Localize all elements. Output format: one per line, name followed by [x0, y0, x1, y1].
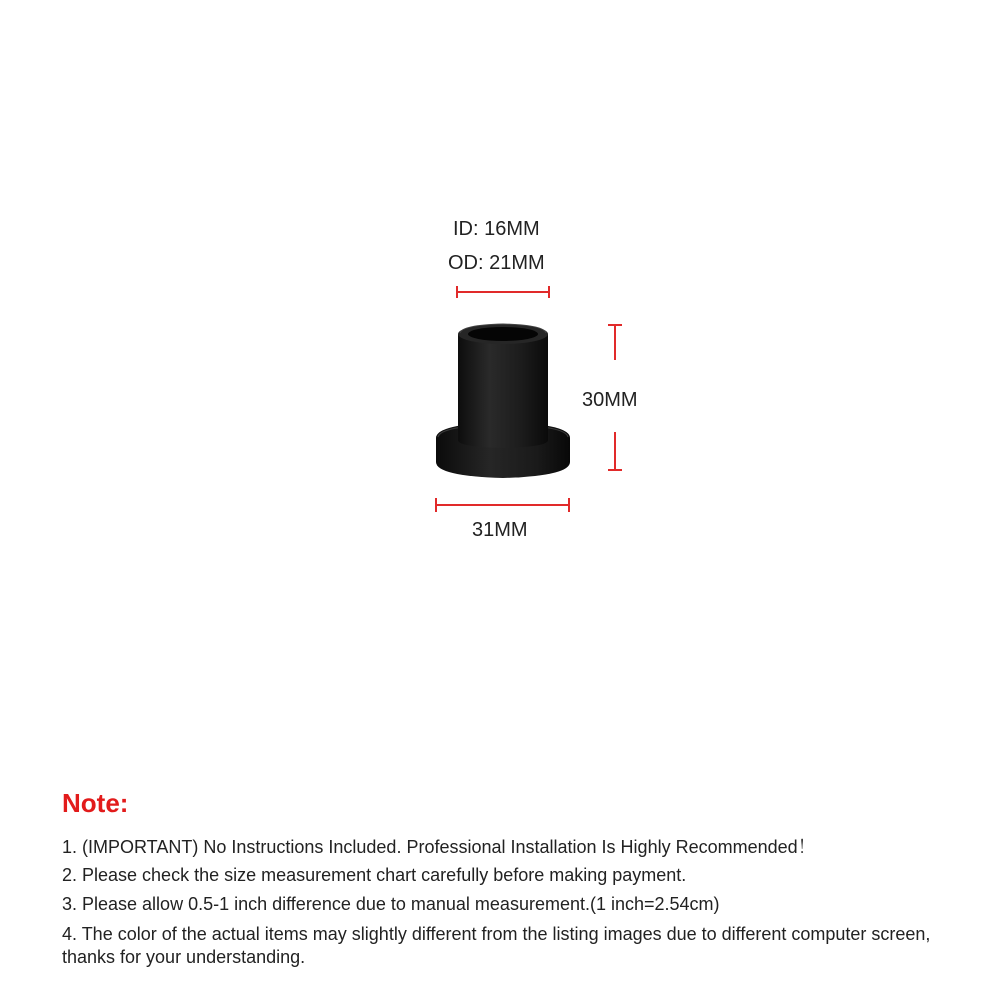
height-label: 30MM	[582, 389, 638, 411]
flanged-bushing	[436, 324, 570, 478]
height-dimension-line	[608, 325, 622, 470]
note-line-2: 2. Please check the size measurement chart carefully before making payment.	[62, 865, 687, 885]
od-dimension-line	[457, 286, 549, 298]
flange-width-label: 31MM	[472, 519, 528, 541]
bushing-tube	[458, 334, 548, 448]
note-line-3: 3. Please allow 0.5-1 inch difference due to manual measurement.(1 inch=2.54cm)	[62, 894, 720, 914]
width-dimension-line	[436, 498, 569, 512]
note-title: Note:	[62, 788, 129, 818]
note-line-1: 1. (IMPORTANT) No Instructions Included. Professional Installation Is Highly Recommended！	[62, 837, 816, 857]
note-line-4: 4. The color of the actual items may slightly different from the listing images due to different computer screen, thanks for your understanding.	[62, 924, 931, 968]
bushing-hole	[468, 327, 538, 341]
outer-diameter-label: OD: 21MM	[448, 252, 545, 274]
inner-diameter-label: ID: 16MM	[453, 218, 540, 240]
